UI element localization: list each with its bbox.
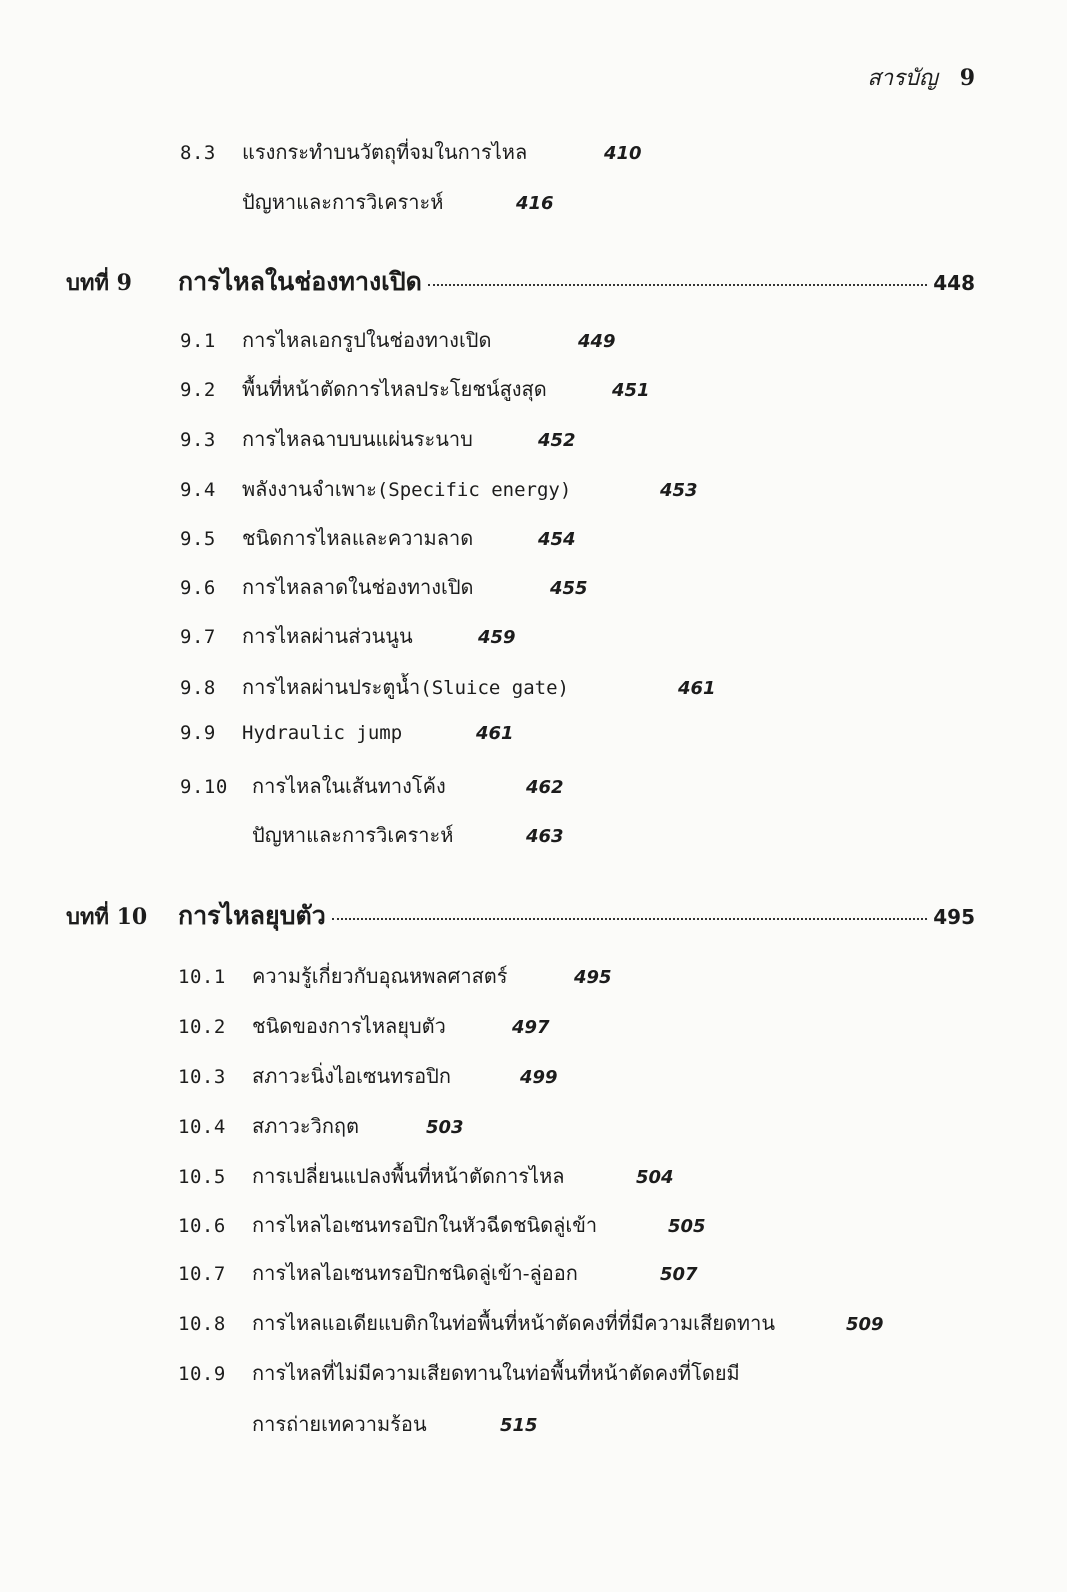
- entry-number: 9.1: [180, 330, 216, 352]
- entry-page: 451: [612, 380, 650, 401]
- entry-page: 497: [512, 1017, 550, 1038]
- toc-entry-9-4[interactable]: [180, 473, 698, 505]
- entry-page: 515: [500, 1415, 538, 1436]
- entry-title: [242, 720, 476, 744]
- entry-title: พื้นที่หน้าตัดการไหลประโยชน์สูงสุด: [242, 377, 547, 401]
- toc-entry-10-9[interactable]: [178, 1357, 740, 1389]
- entry-page: 461: [678, 678, 716, 699]
- entry-title-en: Hydraulic jump: [242, 722, 403, 744]
- page-number: 9: [959, 65, 975, 91]
- entry-title: การไหลไอเซนทรอปิกชนิดลู่เข้า-ลู่ออก: [252, 1261, 578, 1285]
- entry-number: 9.3: [180, 429, 216, 451]
- toc-entry-9-8[interactable]: [180, 671, 716, 703]
- entry-page: 461: [476, 723, 514, 744]
- entry-number: 9.5: [180, 528, 216, 550]
- toc-entry-9-2[interactable]: [180, 373, 650, 405]
- chapter-label: บทที่ 9: [66, 270, 132, 296]
- toc-entry-problems-9[interactable]: [252, 819, 564, 851]
- toc-entry-10-3[interactable]: [178, 1060, 558, 1092]
- toc-entry-9-1[interactable]: [180, 324, 616, 356]
- toc-entry-9-7[interactable]: [180, 620, 516, 652]
- dot-leader: [428, 284, 927, 286]
- entry-title: ปัญหาและการวิเคราะห์: [252, 823, 454, 847]
- entry-number: 9.10: [180, 776, 228, 798]
- toc-entry-9-10[interactable]: [180, 770, 564, 802]
- entry-page: 463: [526, 826, 564, 847]
- entry-page: 499: [520, 1067, 558, 1088]
- entry-number: 8.3: [180, 142, 216, 164]
- entry-title-en: (Sluice gate): [420, 677, 569, 699]
- toc-entry-10-4[interactable]: [178, 1110, 464, 1142]
- chapter-title: การไหลในช่องทางเปิด: [178, 267, 422, 296]
- entry-number: 10.5: [178, 1166, 226, 1188]
- entry-title: การเปลี่ยนแปลงพื้นที่หน้าตัดการไหล: [252, 1164, 565, 1188]
- chapter-9-heading[interactable]: [66, 262, 975, 302]
- toc-entry-10-9-cont[interactable]: [252, 1408, 538, 1440]
- entry-page: 416: [516, 193, 554, 214]
- entry-number: 10.7: [178, 1263, 226, 1285]
- entry-page: 509: [846, 1314, 884, 1335]
- toc-entry-10-8[interactable]: [178, 1307, 884, 1339]
- entry-title: การไหลผ่านส่วนนูน: [242, 624, 413, 648]
- entry-page: 495: [574, 967, 612, 988]
- entry-title-th: พลังงานจำเพาะ: [242, 477, 377, 501]
- entry-title-th: การไหลผ่านประตูน้ำ: [242, 675, 421, 699]
- chapter-label: บทที่ 10: [66, 904, 148, 930]
- entry-number: 10.6: [178, 1215, 226, 1237]
- running-header: [867, 60, 975, 95]
- chapter-page: 495: [933, 905, 975, 929]
- entry-title: การไหลเอกรูปในช่องทางเปิด: [242, 328, 492, 352]
- entry-title-en: (Specific energy): [376, 479, 572, 501]
- toc-entry-10-5[interactable]: [178, 1160, 674, 1192]
- entry-title: [242, 671, 678, 703]
- entry-number: 9.9: [180, 722, 216, 744]
- entry-title: ปัญหาและการวิเคราะห์: [242, 190, 444, 214]
- entry-page: 505: [668, 1216, 706, 1237]
- entry-page: 462: [526, 777, 564, 798]
- entry-number: 9.6: [180, 577, 216, 599]
- chapter-10-heading[interactable]: [66, 896, 975, 936]
- toc-entry-9-6[interactable]: [180, 571, 588, 603]
- toc-entry-10-1[interactable]: [178, 960, 612, 992]
- chapter-title: การไหลยุบตัว: [178, 901, 326, 930]
- toc-entry-9-5[interactable]: [180, 522, 576, 554]
- entry-page: 503: [426, 1117, 464, 1138]
- entry-number: 10.4: [178, 1116, 226, 1138]
- entry-number: 10.1: [178, 966, 226, 988]
- entry-page: 453: [660, 480, 698, 501]
- entry-page: 507: [660, 1264, 698, 1285]
- entry-number: 9.7: [180, 626, 216, 648]
- entry-page: 454: [538, 529, 576, 550]
- entry-title: สภาวะนิ่งไอเซนทรอปิก: [252, 1064, 451, 1088]
- toc-entry-problems-8[interactable]: [242, 186, 554, 218]
- entry-page: 452: [538, 430, 576, 451]
- entry-number: 10.8: [178, 1313, 226, 1335]
- entry-title: การไหลฉาบบนแผ่นระนาบ: [242, 427, 473, 451]
- toc-entry-10-2[interactable]: [178, 1010, 550, 1042]
- toc-entry-10-7[interactable]: [178, 1257, 698, 1289]
- toc-entry-8-3[interactable]: [180, 136, 642, 168]
- entry-page: 459: [478, 627, 516, 648]
- dot-leader: [332, 918, 927, 920]
- entry-title: การถ่ายเทความร้อน: [252, 1412, 427, 1436]
- entry-number: 10.9: [178, 1363, 226, 1385]
- entry-title: การไหลลาดในช่องทางเปิด: [242, 575, 474, 599]
- entry-title: การไหลไอเซนทรอปิกในหัวฉีดชนิดลู่เข้า: [252, 1213, 598, 1237]
- entry-page: 410: [604, 143, 642, 164]
- chapter-page: 448: [933, 271, 975, 295]
- entry-number: 10.3: [178, 1066, 226, 1088]
- entry-title: การไหลในเส้นทางโค้ง: [252, 774, 446, 798]
- toc-entry-9-3[interactable]: [180, 423, 576, 455]
- toc-entry-10-6[interactable]: [178, 1209, 706, 1241]
- entry-number: 9.8: [180, 677, 216, 699]
- section-title: สารบัญ: [867, 66, 938, 91]
- entry-title: การไหลแอเดียแบติกในท่อพื้นที่หน้าตัดคงที่ที่มีความเสียดทาน: [252, 1311, 775, 1335]
- entry-title: ชนิดการไหลและความลาด: [242, 526, 474, 550]
- entry-page: 449: [578, 331, 616, 352]
- entry-number: 9.2: [180, 379, 216, 401]
- entry-title: การไหลที่ไม่มีความเสียดทานในท่อพื้นที่หน้าตัดคงที่โดยมี: [252, 1361, 740, 1385]
- entry-page: 455: [550, 578, 588, 599]
- entry-title: ชนิดของการไหลยุบตัว: [252, 1014, 446, 1038]
- entry-title: ความรู้เกี่ยวกับอุณหพลศาสตร์: [252, 964, 508, 988]
- entry-title: แรงกระทำบนวัตถุที่จมในการไหล: [242, 140, 528, 164]
- entry-title: สภาวะวิกฤต: [252, 1114, 360, 1138]
- toc-entry-9-9[interactable]: [180, 720, 514, 744]
- entry-page: 504: [636, 1167, 674, 1188]
- entry-number: 10.2: [178, 1016, 226, 1038]
- entry-number: 9.4: [180, 479, 216, 501]
- entry-title: [242, 473, 660, 505]
